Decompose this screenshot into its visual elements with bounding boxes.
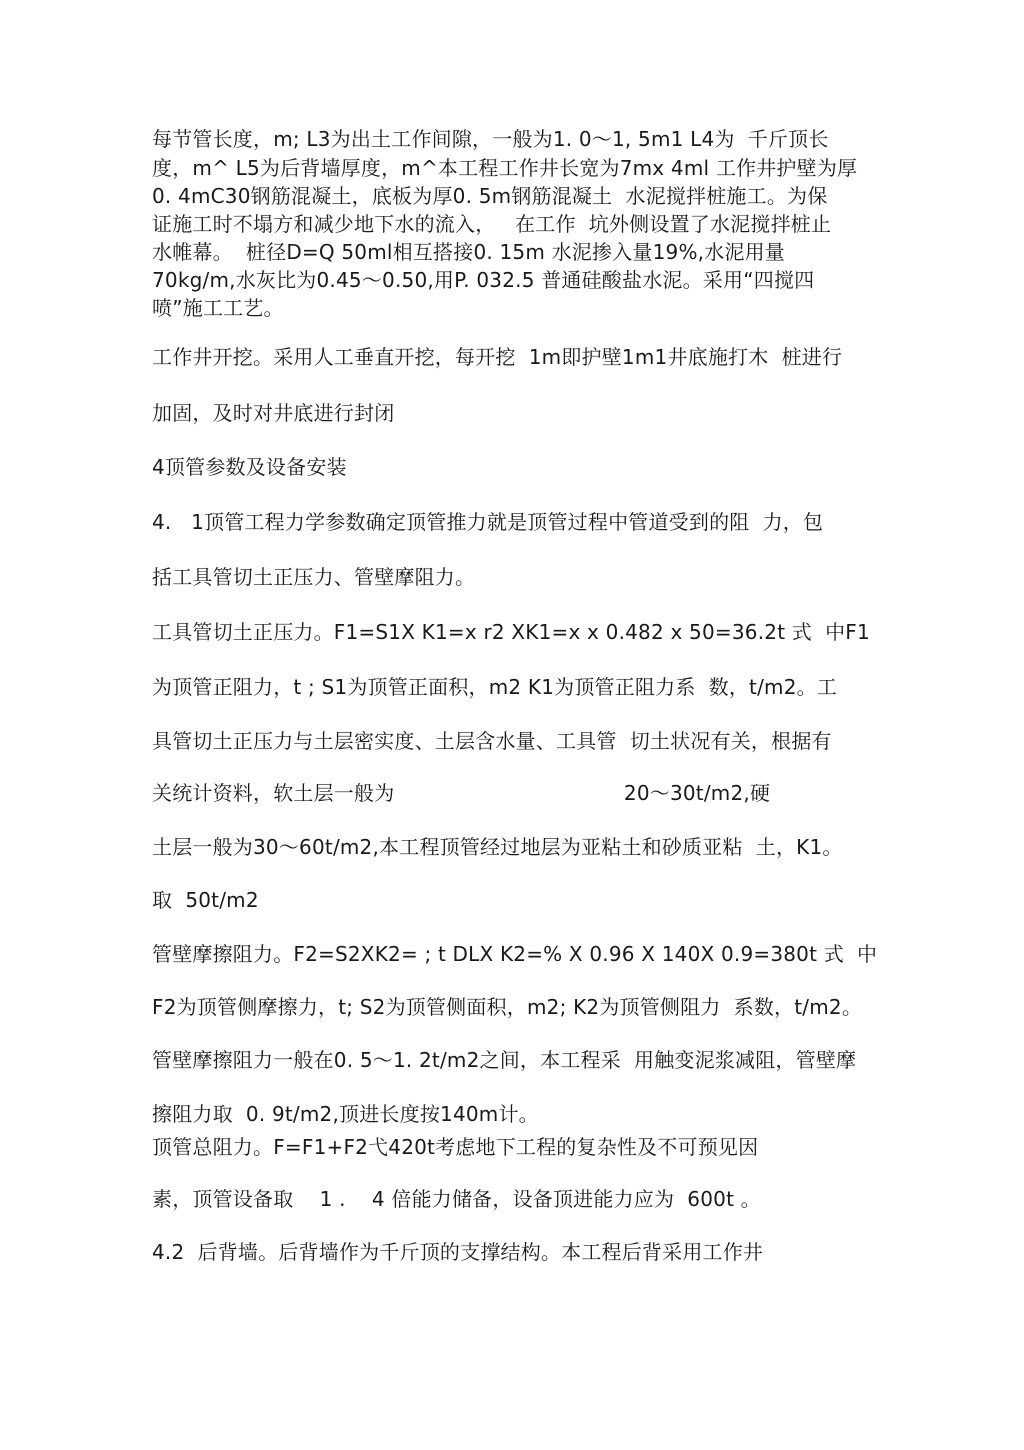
text-line: 具管切土正压力与土层密实度、土层含水量、工具管 切土状况有关，根据有 xyxy=(152,729,832,753)
text-line: 工具管切土正压力。F1=S1X K1=x r2 XK1=x x 0.482 x 50=36.2t 式 中F1 xyxy=(152,620,870,644)
section-heading: 4顶管参数及设备安装 xyxy=(152,455,347,479)
text-line: 水帷幕。 桩径D=Q 50ml相互搭接0. 15m 水泥掺入量19%,水泥用量 xyxy=(152,240,785,264)
text-line: 擦阻力取 0. 9t/m2,顶进长度按140m计。 xyxy=(152,1102,539,1126)
text-line: F2为顶管侧摩擦力，t; S2为顶管侧面积，m2; K2为顶管侧阻力 系数，t/m2。 xyxy=(152,995,863,1019)
text-line: 工作井开挖。采用人工垂直开挖，每开挖 1m即护壁1m1井底施打木 桩进行 xyxy=(152,345,843,369)
text-line: 喷”施工工艺。 xyxy=(152,296,284,320)
text-line: 0. 4mC30钢筋混凝土，底板为厚0. 5m钢筋混凝土 水泥搅拌桩施工。为保 xyxy=(152,184,828,208)
text-line: 顶管总阻力。F=F1+F2弋420t考虑地下工程的复杂性及不可预见因 xyxy=(152,1135,759,1159)
section-heading: 4.2 后背墙。后背墙作为千斤顶的支撑结构。本工程后背采用工作井 xyxy=(152,1240,764,1264)
text-line: 每节管长度，m; L3为出土工作间隙，一般为1. 0〜1, 5m1 L4为 千斤顶长 xyxy=(152,127,829,151)
text-line: 加固，及时对井底进行封闭 xyxy=(152,401,395,425)
text-line: 管壁摩擦阻力。F2=S2XK2= ; t DLX K2=% X 0.96 X 140X 0.9=380t 式 中 xyxy=(152,942,878,966)
text-line: 度，m^ L5为后背墙厚度，m^本工程工作井长宽为7mx 4ml 工作井护壁为厚 xyxy=(152,156,858,180)
text-line: 素，顶管设备取 1 . 4 倍能力储备，设备顶进能力应为 600t 。 xyxy=(152,1187,761,1211)
text-line: 土层一般为30〜60t/m2,本工程顶管经过地层为亚粘土和砂质亚粘 土，K1。 xyxy=(152,835,843,859)
text-line: 括工具管切土正压力、管壁摩阻力。 xyxy=(152,565,476,589)
text-line: 证施工时不塌方和减少地下水的流入， 在工作 坑外侧设置了水泥搅拌桩止 xyxy=(152,212,832,236)
text-line: 70kg/m,水灰比为0.45〜0.50,用P. 032.5 普通硅酸盐水泥。采用“四搅四 xyxy=(152,268,815,292)
subsection-heading: 4. 1顶管工程力学参数确定顶管推力就是顶管过程中管道受到的阻 力，包 xyxy=(152,510,824,534)
text-line: 管壁摩擦阻力一般在0. 5〜1. 2t/m2之间，本工程采 用触变泥浆减阻，管壁摩 xyxy=(152,1048,857,1072)
text-line: 取 50t/m2 xyxy=(152,888,259,912)
text-line: 关统计资料，软土层一般为 20〜30t/m2,硬 xyxy=(152,781,771,805)
text-line: 为顶管正阻力，t ; S1为顶管正面积，m2 K1为顶管正阻力系 数，t/m2。工 xyxy=(152,675,838,699)
